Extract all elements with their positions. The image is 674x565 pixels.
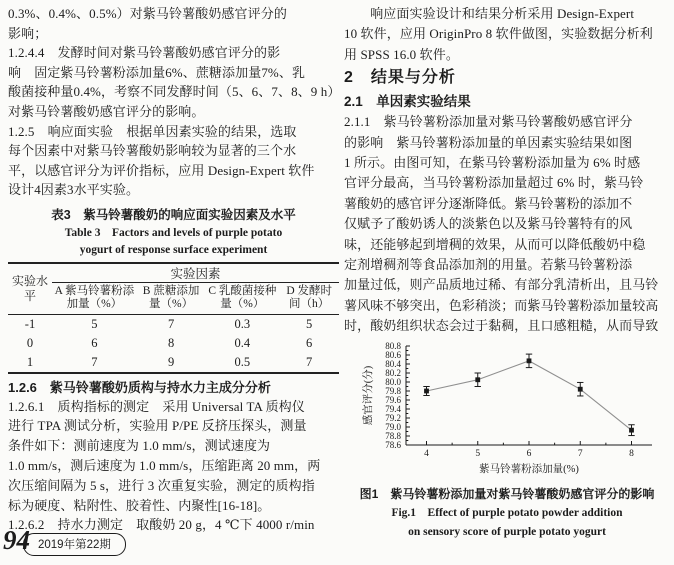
text-line: 进行 TPA 测试分析，实验用 P/PE 反挤压探头，测量 <box>8 418 307 434</box>
table-cell: 6 <box>306 335 313 350</box>
table3-title-en-line2: yogurt of response surface experiment <box>79 243 268 256</box>
figure-1-caption-en-line1: Fig.1 Effect of purple potato powder addition <box>391 506 623 519</box>
text-line: 对紫马铃薯酸奶感官评分的影响。 <box>8 103 205 119</box>
svg-text:79.2: 79.2 <box>385 412 401 423</box>
text-line: 次压缩间隔为 5 s，进行 3 次重复实验，测定的质构指 <box>8 477 315 493</box>
figure-1-chart <box>360 339 664 482</box>
svg-text:78.8: 78.8 <box>385 430 401 441</box>
svg-text:80.0: 80.0 <box>385 376 401 387</box>
text-line: 平，以感官评分为评价指标，应用 Design-Expert 软件 <box>8 162 315 178</box>
section-126-heading: 1.2.6 紫马铃薯酸奶质构与持水力主成分分析 <box>8 379 271 395</box>
svg-text:79.6: 79.6 <box>385 394 401 405</box>
text-line: 影响； <box>8 25 48 41</box>
right-column <box>344 4 670 542</box>
table3-title-zh: 表3 紫马铃薯酸奶的响应面实验因素及水平 <box>51 207 296 222</box>
text-line: 1.2.5 响应面实验 根据单因素实验的结果，选取 <box>8 123 297 139</box>
svg-text:80.6: 80.6 <box>385 349 401 360</box>
text-line: 10 软件，应用 OriginPro 8 软件做图，实验数据分析利 <box>344 26 653 42</box>
table-cell: 0.5 <box>234 354 251 369</box>
text-line: 每个因素中对紫马铃薯酸奶影响较为显著的三个水 <box>8 143 297 159</box>
text-line: 响应面实验设计和结果分析采用 Design-Expert <box>344 6 635 21</box>
table-cell: 7 <box>306 354 313 369</box>
section-1261-1262-paragraphs <box>8 397 339 536</box>
page-footer <box>3 524 126 556</box>
sensory-score-line-chart <box>360 339 664 477</box>
table-row <box>8 314 339 334</box>
text-line: 仅赋予了酸奶诱人的淡紫色以及紫马铃薯特有的风 <box>344 216 633 232</box>
table3-col-a: A 紫马铃薯粉添加量（%） <box>52 282 137 314</box>
table-cell: 8 <box>167 335 175 350</box>
svg-text:79.0: 79.0 <box>385 421 401 432</box>
text-line: 1.0 mm/s，测后速度为 1.0 mm/s，压缩距离 20 mm，两 <box>8 458 321 474</box>
text-line: 条件如下：测前速度为 1.0 mm/s，测试速度为 <box>8 438 271 454</box>
chart-ylabel: 感官评分(分) <box>363 365 374 425</box>
svg-text:80.4: 80.4 <box>385 358 401 369</box>
svg-text:79.8: 79.8 <box>385 385 401 396</box>
section-211-paragraphs <box>344 112 670 336</box>
table-cell: 5 <box>306 316 313 331</box>
svg-text:78.6: 78.6 <box>385 439 401 450</box>
svg-text:6: 6 <box>526 448 532 459</box>
text-line: 设计4因素3水平实验。 <box>8 182 140 198</box>
svg-text:4: 4 <box>424 448 429 459</box>
table-cell: 0.3 <box>234 316 251 331</box>
table3-factors-levels <box>8 262 339 374</box>
text-line: 标为硬度、粘附性、胶着性、内聚性[16-18]。 <box>8 497 271 513</box>
text-line: 薯酸奶的感官评分逐渐降低。紫马铃薯粉的添加不 <box>344 195 633 211</box>
text-line: 1.2.6.1 质构指标的测定 采用 Universal TA 质构仪 <box>8 398 305 414</box>
text-line: 0.3%、0.4%、0.5%）对紫马铃薯酸奶感官评分的 <box>8 6 287 21</box>
svg-text:80.2: 80.2 <box>385 367 401 378</box>
text-line: 用 SPSS 16.0 软件。 <box>344 46 459 62</box>
table-cell: -1 <box>24 316 36 331</box>
table3-group-header: 实验因素 <box>52 263 339 283</box>
table-cell: 0 <box>26 335 34 350</box>
table-cell: 5 <box>91 316 98 331</box>
text-line: 1 所示。由图可知，在紫马铃薯粉添加量为 6% 时感 <box>344 155 641 171</box>
heading-single-factor-results: 2.1 单因素实验结果 <box>344 94 471 110</box>
left-column <box>8 4 339 535</box>
text-line: 定剂增稠剂等食品添加剂的用量。若紫马铃薯粉添 <box>344 257 633 273</box>
table-cell: 0.4 <box>234 335 251 350</box>
table-cell: 7 <box>91 354 98 369</box>
table3-col-b: B 蔗糖添加量（%） <box>137 282 206 314</box>
text-line: 的影响 紫马铃薯粉添加量的单因素实验结果如图 <box>344 134 633 150</box>
text-line: 1.2.4.4 发酵时间对紫马铃薯酸奶感官评分的影 <box>8 45 281 61</box>
table3-col-c: C 乳酸菌接种量（%） <box>205 282 279 314</box>
issue-badge: 2019年第22期 <box>23 533 126 556</box>
table-cell: 7 <box>167 316 175 331</box>
figure-1 <box>344 339 670 542</box>
table-cell: 6 <box>91 335 98 350</box>
text-line: 1.2.6.2 持水力测定 取酸奶 20 g，4 ℃下 4000 r/min <box>8 517 315 533</box>
table-row <box>8 334 339 353</box>
page-number: 94 <box>3 525 30 555</box>
figure-1-caption-en-line2: on sensory score of purple potato yogurt <box>408 525 606 538</box>
svg-text:7: 7 <box>577 448 583 459</box>
text-line: 酸菌接种量0.4%，考察不同发酵时间（5、6、7、8、9 h） <box>8 84 341 100</box>
svg-text:5: 5 <box>475 448 481 459</box>
section-124-125-paragraphs <box>8 4 339 200</box>
text-line: 2.1.1 紫马铃薯粉添加量对紫马铃薯酸奶感官评分 <box>344 114 633 130</box>
text-line: 加量过低，则产品质地过稀、有部分乳清析出，且马铃 <box>344 277 659 293</box>
svg-text:80.8: 80.8 <box>385 340 401 351</box>
text-line: 薯风味不够突出，色彩稍淡；而紫马铃薯粉添加量较高 <box>344 297 659 313</box>
table-cell: 1 <box>26 354 34 369</box>
svg-text:8: 8 <box>629 448 634 459</box>
table3-rowhead: 实验水平 <box>8 263 52 314</box>
heading-results-analysis: 2 结果与分析 <box>344 69 456 87</box>
text-line: 响 固定紫马铃薯粉添加量6%、蔗糖添加量7%、乳 <box>8 64 306 80</box>
table3-col-d: D 发酵时间（h） <box>279 282 339 314</box>
table3-title-en-line1: Table 3 Factors and levels of purple potato <box>64 226 283 239</box>
svg-text:79.4: 79.4 <box>385 403 401 414</box>
figure-1-caption-zh: 图1 紫马铃薯粉添加量对紫马铃薯酸奶感官评分的影响 <box>359 486 655 501</box>
table-row <box>8 353 339 373</box>
text-line: 味，还能够起到增稠的效果，从而可以降低酸奶中稳 <box>344 236 646 252</box>
table-cell: 9 <box>167 354 175 369</box>
text-line: 时，酸奶组织状态会过于黏稠，且口感粗糙，从而导致 <box>344 318 659 334</box>
software-paragraph <box>344 4 670 65</box>
text-line: 官评分最高，当马铃薯粉添加量超过 6% 时，紫马铃 <box>344 175 644 191</box>
table3-body <box>8 314 339 373</box>
chart-xlabel: 紫马铃薯粉添加量(%) <box>479 463 579 475</box>
